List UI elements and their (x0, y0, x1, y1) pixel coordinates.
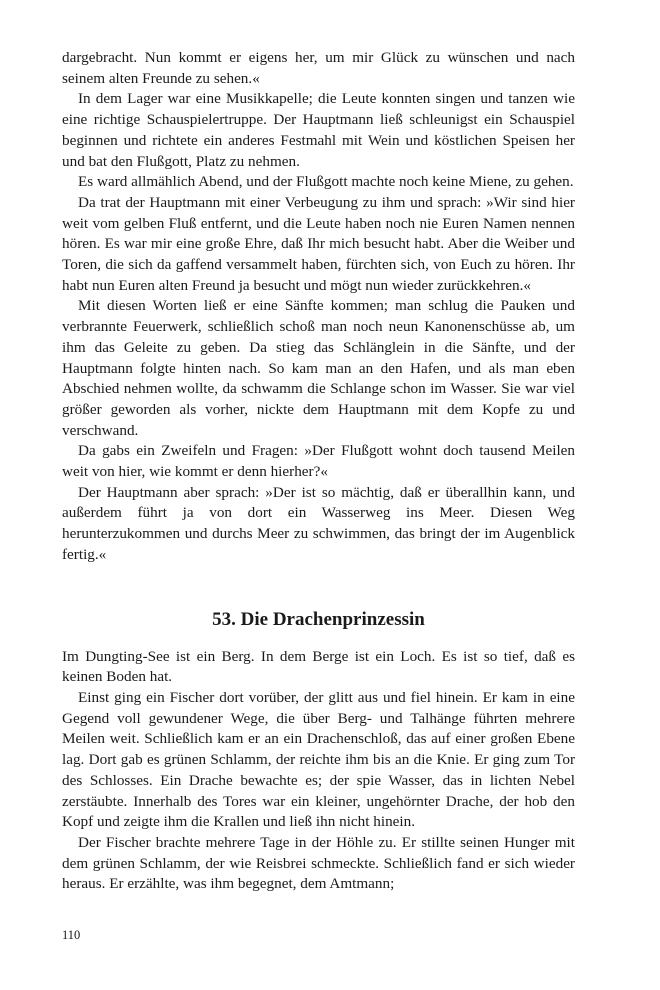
paragraph: Der Hauptmann aber sprach: »Der ist so mächtig, daß er überallhin kann, und außerdem führt ja von dort ein Wasserweg ins Meer. Diesen Weg herunterzukommen und durchs Meer zu schwimmen, das bringt der im Augenblick fertig.« (62, 483, 575, 563)
page-number: 110 (62, 928, 81, 942)
paragraph: In dem Lager war eine Musikkapelle; die Leute konnten singen und tanzen wie eine richtige Schauspielertruppe. Der Hauptmann ließ schleunigst ein Schauspiel beginnen und richtete ein anderes Festmahl mit Wein und köstlichen Speisen her und bat den Flußgott, Platz zu nehmen. (62, 90, 575, 170)
paragraph: Der Fischer brachte mehrere Tage in der Höhle zu. Er stillte seinen Hunger mit dem grünen Schlamm, der wie Reisbrei schmeckte. Schließlich fand er sich wieder heraus. Er erzählte, was ihm begegnet, dem Amtmann; (62, 833, 575, 893)
paragraph: Im Dungting-See ist ein Berg. In dem Berge ist ein Loch. Es ist so tief, daß es keinen Boden hat. (62, 647, 575, 686)
paragraph: Mit diesen Worten ließ er eine Sänfte kommen; man schlug die Pauken und verbrannte Feuerwerk, schließlich schoß man noch neun Kanonenschüsse ab, um ihm das Geleite zu geben. Da stieg das Schlänglein in die Sänfte, und der Hauptmann folgte hinten nach. So kam man an den Hafen, und als man eben Abschied nehmen wollte, da schwamm die Schlange schon im Wasser. Sie war viel größer geworden als vorher, nickte dem Hauptmann mit dem Kopfe zu und verschwand. (62, 297, 575, 439)
story-53-body (62, 647, 575, 895)
chapter-title: 53. Die Drachenprinzessin (212, 608, 425, 630)
section-spacer (62, 566, 575, 587)
paragraph: Es ward allmählich Abend, und der Flußgott machte noch keine Miene, zu gehen. (78, 173, 574, 191)
story-52-ending (62, 48, 575, 566)
page-body (62, 48, 575, 895)
paragraph: dargebracht. Nun kommt er eigens her, um mir Glück zu wünschen und nach seinem alten Freunde zu sehen.« (62, 49, 575, 87)
paragraph: Da gabs ein Zweifeln und Fragen: »Der Flußgott wohnt doch tausend Meilen weit von hier, wie kommt er denn hierher?« (62, 442, 575, 481)
paragraph: Einst ging ein Fischer dort vorüber, der glitt aus und fiel hinein. Er kam in eine Gegend voll gewundener Wege, die über Berg- und Talhänge führten mehrere Meilen weit. Schließlich kam er an ein Drachenschloß, das auf einer großen Ebene lag. Dort gab es grünen Schlamm, der reichte ihm bis an die Knie. Er ging zum Tor des Schlosses. Ein Drache bewachte es; der spie Wasser, das in lichten Nebel zerstäubte. Innerhalb des Tores war ein kleiner, ungehörnter Drache, der hob den Kopf und zeigte ihm die Krallen und ließ ihn nicht hinein. (62, 688, 575, 831)
paragraph: Da trat der Hauptmann mit einer Verbeugung zu ihm und sprach: »Wir sind hier weit vom gelben Fluß entfernt, und die Leute haben noch nie Euren Namen nennen hören. Es war mir eine große Ehre, daß Ihr mich besucht habt. Aber die Weiber und Toren, die sich da gaffend versammelt haben, fürchten sich, von Euch zu hören. Ihr habt nun Euren alten Freund ja besucht und mögt nun wieder zurückkehren.« (62, 193, 575, 294)
